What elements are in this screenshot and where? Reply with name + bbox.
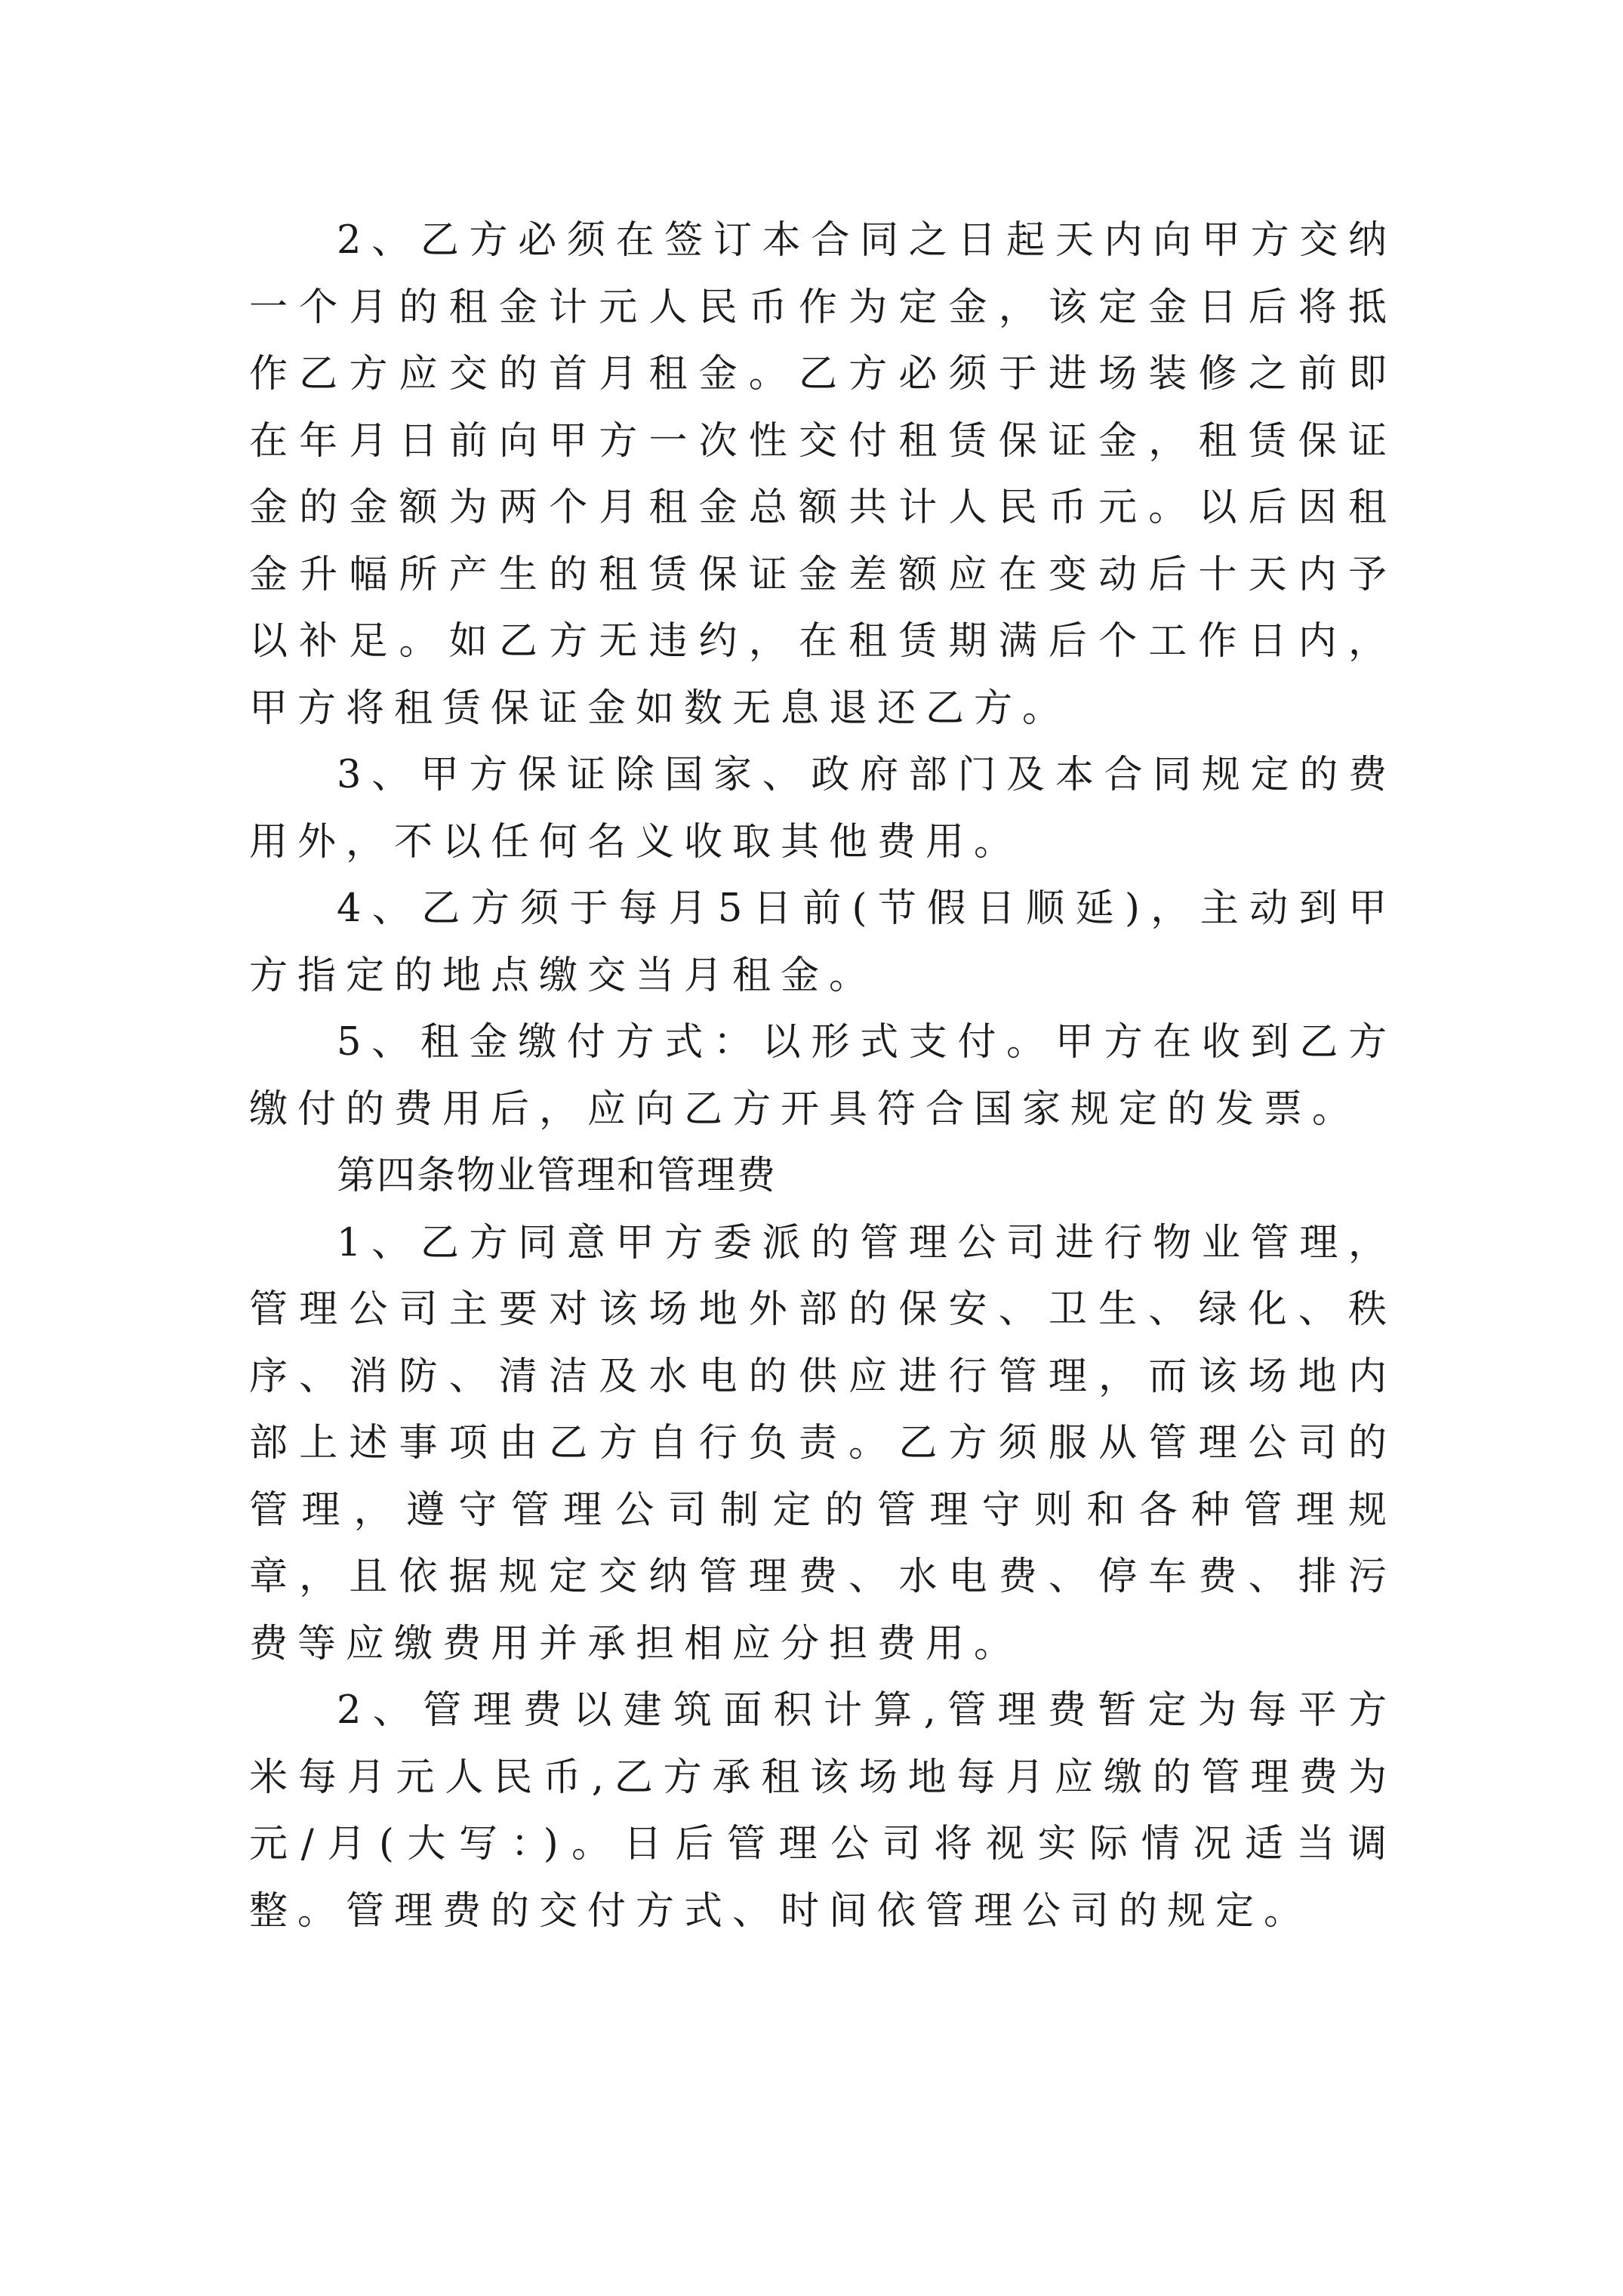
clause-payment-method-paragraph: 5、租金缴付方式：以形式支付。甲方在收到乙方缴付的费用后，应向乙方开具符合国家规定的发票。 (249, 1020, 1397, 1132)
clause-management-fee-paragraph: 2、管理费以建筑面积计算,管理费暂定为每平方米每月元人民币,乙方承租该场地每月应缴的管理费为元/月(大写：)。日后管理公司将视实际情况适当调整。管理费的交付方式、时间依管理公司的规定。 (249, 1688, 1397, 1934)
document-body (249, 208, 1397, 1945)
clause-deposit-paragraph: 2、乙方必须在签订本合同之日起天内向甲方交纳一个月的租金计元人民币作为定金，该定金日后将抵作乙方应交的首月租金。乙方必须于进场装修之前即在年月日前向甲方一次性交付租赁保证金，租赁保证金的金额为两个月租金总额共计人民币元。以后因租金升幅所产生的租赁保证金差额应在变动后十天内予以补足。如乙方无违约，在租赁期满后个工作日内，甲方将租赁保证金如数无息退还乙方。 (249, 218, 1397, 731)
clause-rent-date-paragraph: 4、乙方须于每月5日前(节假日顺延)，主动到甲方指定的地点缴交当月租金。 (249, 886, 1397, 998)
clause-property-management-paragraph: 1、乙方同意甲方委派的管理公司进行物业管理，管理公司主要对该场地外部的保安、卫生、绿化、秩序、消防、清洁及水电的供应进行管理，而该场地内部上述事项由乙方自行负责。乙方须服从管理公司的管理，遵守管理公司制定的管理守则和各种管理规章，且依据规定交纳管理费、水电费、停车费、排污费等应缴费用并承担相应分担费用。 (249, 1220, 1397, 1666)
clause-fees-paragraph: 3、甲方保证除国家、政府部门及本合同规定的费用外，不以任何名义收取其他费用。 (249, 753, 1397, 864)
article-four-heading: 第四条物业管理和管理费 (337, 1154, 778, 1198)
